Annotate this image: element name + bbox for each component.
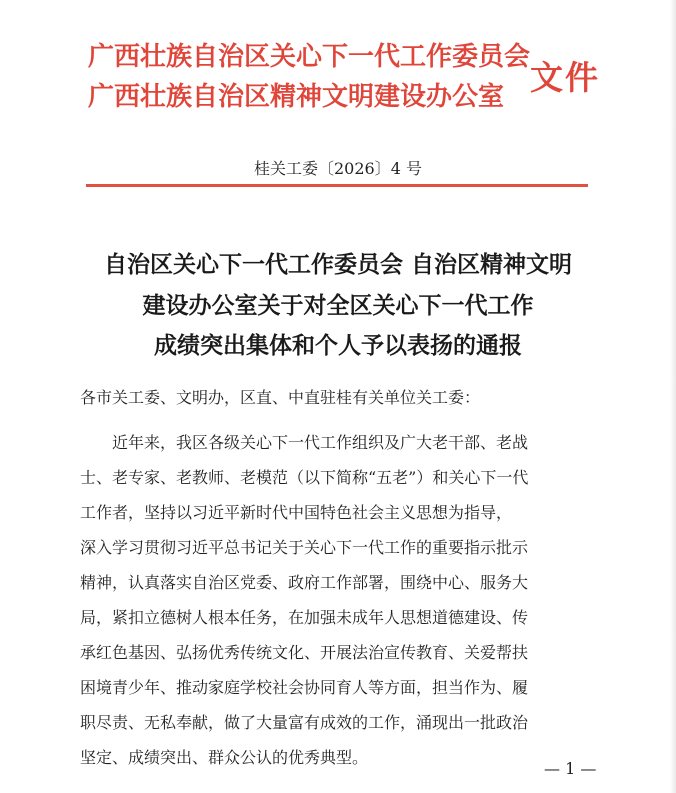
body-line: 深入学习贯彻习近平总书记关于关心下一代工作的重要指示批示 [80,538,529,557]
document-title-line-1: 自治区关心下一代工作委员会 自治区精神文明 [103,252,572,278]
document-type-label: 文件 [530,58,600,97]
body-line: 局，紧扣立德树人根本任务，在加强未成年人思想道德建设、传 [80,608,529,627]
body-line: 承红色基因、弘扬优秀传统文化、开展法治宣传教育、关爱帮扶 [80,643,529,662]
body-line: 工作者，坚持以习近平新时代中国特色社会主义思想为指导， [80,503,513,522]
issuer-name-2: 广西壮族自治区精神文明建设办公室 [88,82,505,112]
body-line: 近年来，我区各级关心下一代工作组织及广大老干部、老战 [80,433,529,452]
body-line: 精神，认真落实自治区党委、政府工作部署，围绕中心、服务大 [80,573,529,592]
salutation: 各市关工委、文明办，区直、中直驻桂有关单位关工委： [80,388,481,407]
scan-shadow-edge [670,0,676,793]
red-divider-line [86,184,588,187]
body-line: 困境青少年、推动家庭学校社会协同育人等方面，担当作为、履 [80,678,529,697]
page-number: — 1 — [544,759,597,778]
document-title-line-2: 建设办公室关于对全区关心下一代工作 [142,293,534,319]
document-number: 桂关工委〔2026〕4 号 [254,159,422,178]
body-line: 士、老专家、老教师、老模范（以下简称“五老”）和关心下一代 [80,468,529,487]
issuer-name-1: 广西壮族自治区关心下一代工作委员会 [88,42,531,72]
body-line: 职尽责、无私奉献，做了大量富有成效的工作，涌现出一批政治 [80,713,529,732]
body-line: 坚定、成绩突出、群众公认的优秀典型。 [80,748,369,767]
document-title-line-3: 成绩突出集体和个人予以表扬的通报 [154,333,522,359]
